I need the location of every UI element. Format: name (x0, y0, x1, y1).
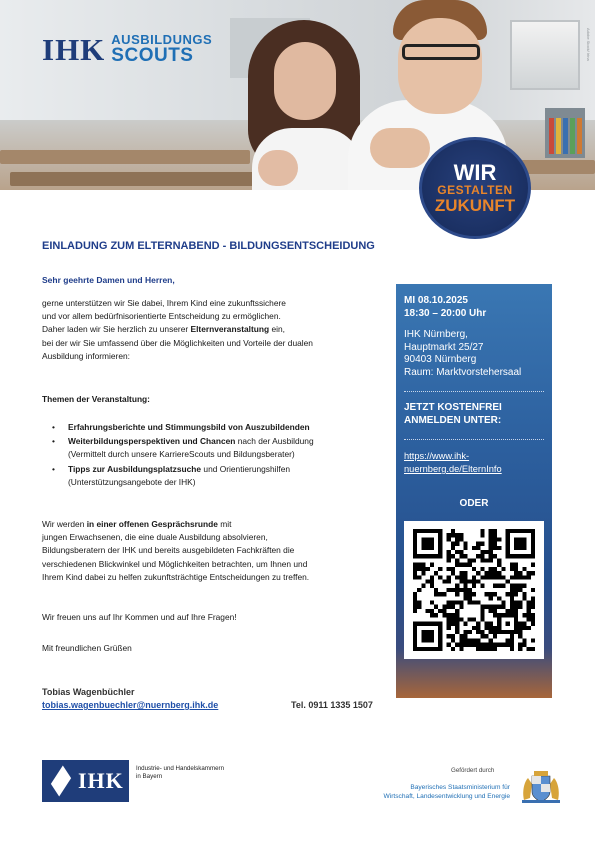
topic-rest: nach der Ausbildung (235, 436, 314, 447)
registration-link[interactable] (404, 450, 544, 476)
wir-gestalten-zukunft-badge (419, 137, 531, 239)
list-item (52, 463, 392, 489)
or-label: ODER (459, 498, 489, 509)
list-item (52, 421, 392, 434)
closing-emphasis: in einer offenen Gesprächsrunde (86, 519, 218, 529)
cta-line: JETZT KOSTENFREI (404, 402, 502, 413)
intro-paragraph (42, 297, 392, 363)
closing-line: jungen Erwachsenen, die eine duale Ausbildung absolvieren, (42, 532, 268, 543)
badge-line2: GESTALTEN (437, 183, 513, 198)
signature-name: Tobias Wagenbüchler (42, 687, 135, 697)
bookshelf (545, 108, 585, 158)
closing-paragraph (42, 518, 387, 584)
event-time: 18:30 – 20:00 Uhr (404, 308, 487, 319)
badge-line1: WIR (453, 160, 497, 185)
intro-line: Ausbildung informieren: (42, 350, 130, 361)
badge-line3: ZUKUNFT (434, 195, 516, 215)
bavarian-coat-of-arms-icon (518, 770, 564, 804)
regards: Mit freundlichen Grüßen (42, 643, 132, 653)
topic-sub: (Unterstützungsangebote der IHK) (68, 476, 196, 487)
link-line: nuernberg.de/ElternInfo (404, 464, 502, 474)
event-address (404, 329, 544, 379)
woman-pointing-hand (258, 150, 298, 186)
photo-credit: Adobe Stock/ Irina (586, 28, 591, 61)
classroom-desk (0, 150, 250, 164)
chambers-line: in Bayern (136, 773, 163, 780)
topic-bold: Weiterbildungsperspektiven und Chancen (68, 436, 236, 447)
topic-sub: (Vermittelt durch unsere KarriereScouts und Bildungsberater) (68, 449, 295, 460)
topics-title: Themen der Veranstaltung: (42, 394, 150, 404)
closing-line: Ihrem Kind dabei zu helfen zukunftsträchtige Entscheidungen zu treffen. (42, 571, 310, 582)
intro-text: Daher laden wir Sie herzlich zu unserer (42, 324, 191, 335)
logo-line1: AUSBILDUNGS (111, 32, 213, 48)
signature-email-link[interactable]: tobias.wagenbuechler@nuernberg.ihk.de (42, 700, 219, 710)
signature-phone: Tel. 0911 1335 1507 (291, 700, 373, 710)
classroom-desk (10, 172, 270, 186)
intro-line (42, 323, 392, 336)
topics-list (52, 421, 392, 490)
closing-text: Wir werden (42, 519, 87, 529)
topic-bold: Tipps zur Ausbildungsplatzsuche (68, 463, 202, 474)
list-item (52, 435, 392, 461)
woman-face (274, 42, 336, 120)
funded-by-label: Gefördert durch (451, 767, 495, 774)
man-face (398, 18, 482, 114)
intro-text: ein, (269, 324, 285, 335)
logo-wordmark (111, 34, 212, 64)
bullet-icon: • (52, 422, 55, 432)
closing-line: verschiedenen Blickwinkel und Möglichkeiten betrachten, um Ihnen und (42, 558, 308, 569)
intro-emphasis: Elternveranstaltung (190, 324, 270, 335)
chambers-label (136, 765, 246, 781)
topic-rest: und Orientierungshilfen (201, 463, 291, 474)
address-line: IHK Nürnberg, (404, 329, 468, 340)
glasses-icon (402, 44, 480, 60)
address-line: Hauptmarkt 25/27 (404, 341, 484, 353)
qr-code-icon (412, 529, 536, 651)
salutation: Sehr geehrte Damen und Herren, (42, 275, 175, 285)
intro-line: gerne unterstützen wir Sie dabei, Ihrem Kind eine zukunftssichere (42, 298, 286, 308)
looking-forward: Wir freuen uns auf Ihr Kommen und auf Ihre Fragen! (42, 612, 237, 622)
qr-code[interactable] (404, 521, 544, 659)
ministry-label (318, 784, 510, 801)
topic-bold: Erfahrungsberichte und Stimmungsbild von Auszubildenden (68, 422, 310, 432)
closing-text: mit (217, 519, 232, 529)
diamond-icon (51, 765, 71, 796)
logo-line2: SCOUTS (111, 44, 194, 66)
list-item-text (68, 463, 290, 489)
divider (404, 439, 544, 440)
cta-line: ANMELDEN UNTER: (404, 414, 502, 426)
register-cta (404, 402, 544, 427)
intro-line: und vor allem bedürfnisorientierte Entscheidung zu ermöglichen. (42, 311, 281, 322)
footer-ihk-wordmark: IHK (78, 768, 124, 793)
closing-line (42, 518, 387, 531)
classroom-window (510, 20, 580, 90)
list-item-text (68, 435, 314, 461)
address-line: Raum: Marktvorstehersaal (404, 366, 522, 378)
list-item-text (68, 421, 310, 434)
ihk-bayern-logo (42, 760, 129, 802)
chambers-line: Industrie- und Handelskammern (136, 765, 225, 772)
divider (404, 391, 544, 392)
bullet-icon: • (52, 436, 55, 447)
closing-line: Bildungsberatern der IHK und bereits ausgebildeten Fachkräften die (42, 545, 295, 556)
event-date: MI 08.10.2025 (404, 295, 468, 306)
logo-ihk: IHK (42, 32, 106, 67)
ministry-line: Bayerisches Staatsministerium für (410, 784, 510, 791)
address-line: 90403 Nürnberg (404, 354, 477, 365)
intro-line: bei der wir Sie umfassend über die Möglichkeiten und Vorteile der dualen (42, 337, 313, 348)
man-pointing-hand (370, 128, 430, 168)
event-info-panel (396, 284, 552, 698)
page-title: EINLADUNG ZUM ELTERNABEND - BILDUNGSENTSCHEIDUNG (42, 240, 375, 252)
ministry-line: Wirtschaft, Landesentwicklung und Energie (383, 792, 510, 800)
link-line: https://www.ihk- (404, 451, 470, 461)
ihk-ausbildungsscouts-logo (42, 34, 212, 65)
bullet-icon: • (52, 463, 55, 474)
